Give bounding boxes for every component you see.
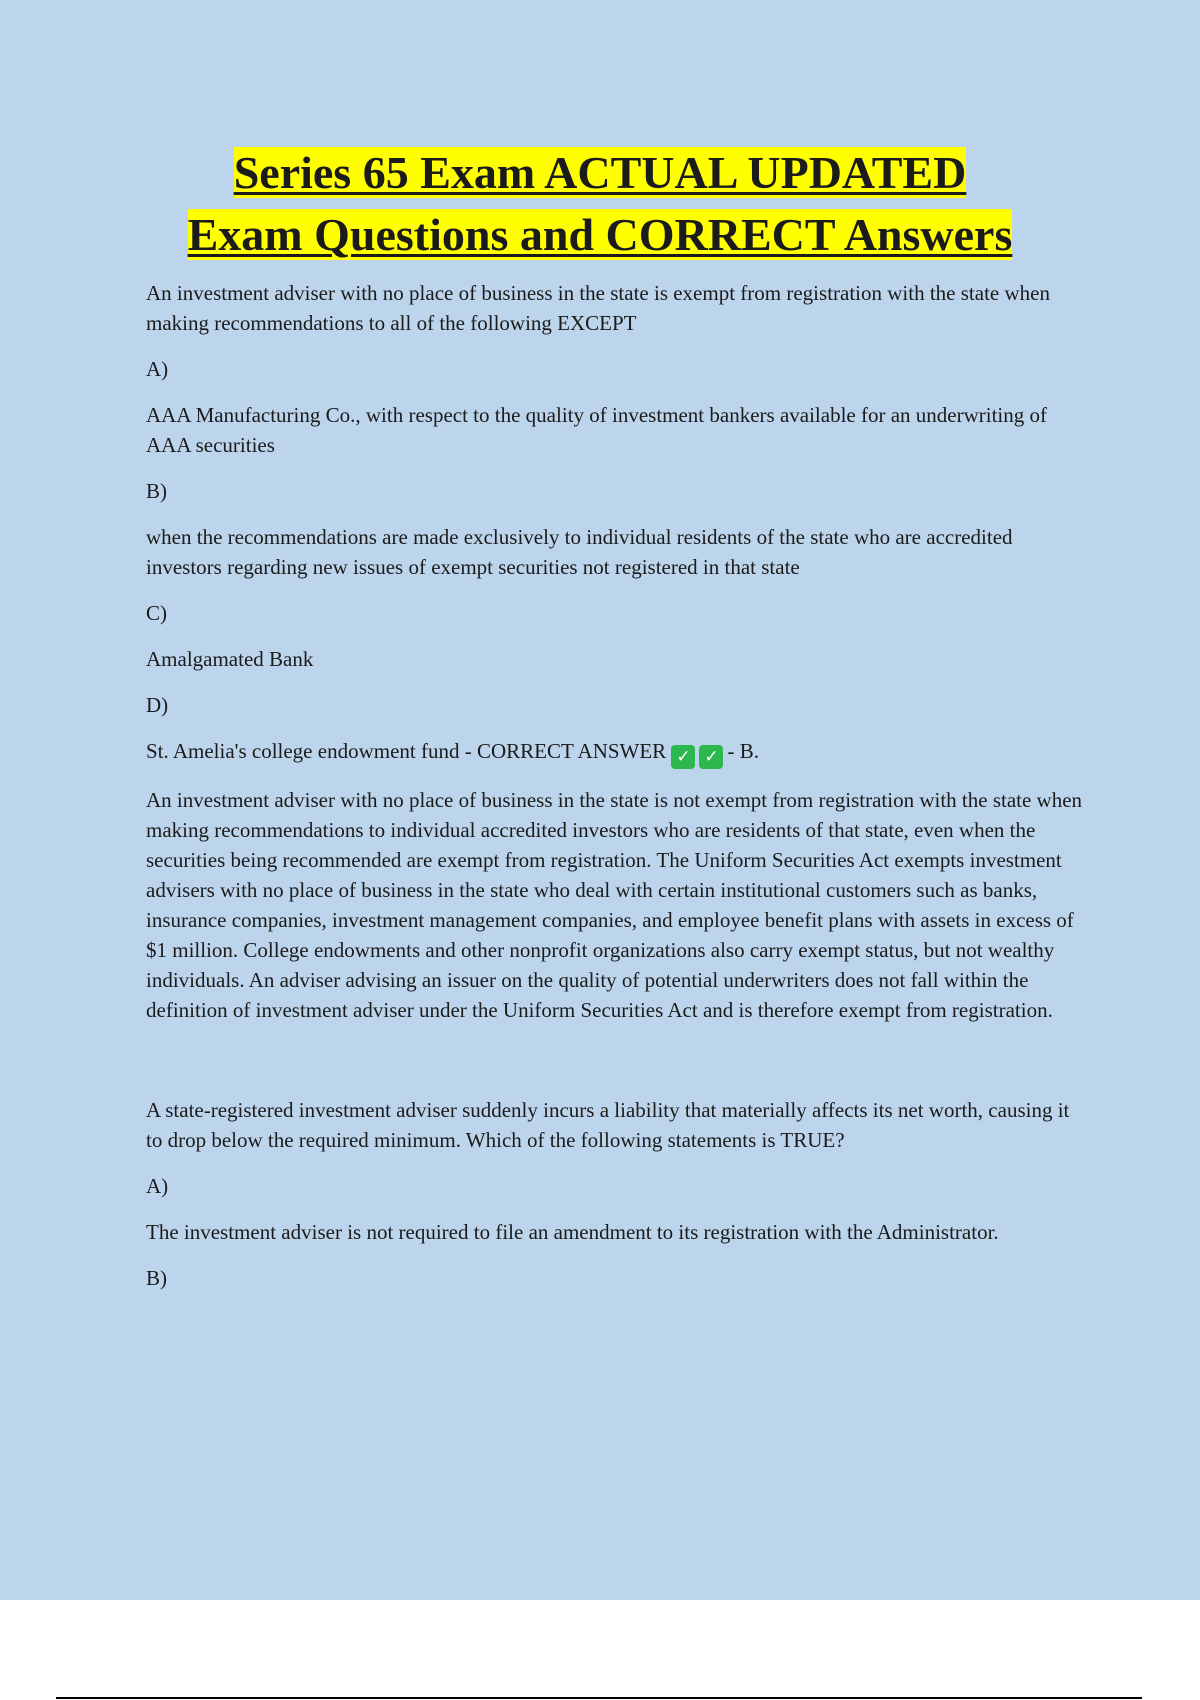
option-d-text: St. Amelia's college endowment fund - CORRECT ANSWER: [146, 739, 667, 763]
question-1-explanation: An investment adviser with no place of business in the state is not exempt from registration with the state when making recommendations to individual accredited investors who are residents of that state, even when the securities being recommended are exempt from registration. The Uniform Securities Act exempts investment advisers with no place of business in the state who deal with certain institutional customers such as banks, insurance companies, investment management companies, and employee benefit plans with assets in excess of $1 million. College endowments and other nonprofit organizations also carry exempt status, but not wealthy individuals. An adviser advising an issuer on the quality of potential underwriters does not fall within the definition of investment adviser under the Uniform Securities Act and is therefore exempt from registration.: [146, 788, 1083, 1022]
question-1-label-d: D): [146, 693, 169, 717]
correct-answer-letter: - B.: [727, 739, 759, 763]
title-line-1: Series 65 Exam ACTUAL UPDATED: [233, 147, 967, 198]
question-2-label-a: A): [146, 1174, 169, 1198]
check-mark-icon: ✓: [699, 745, 723, 769]
question-separator: [146, 1041, 1086, 1095]
question-2-text: A state-registered investment adviser suddenly incurs a liability that materially affects its net worth, causing it to drop below the required minimum. Which of the following statements is TRUE?: [146, 1098, 1070, 1152]
question-1-option-a: AAA Manufacturing Co., with respect to the quality of investment bankers available for an underwriting of AAA securities: [146, 403, 1048, 457]
question-1-label-c: C): [146, 601, 167, 625]
document-title: [0, 142, 1200, 266]
check-mark-icon: ✓: [671, 745, 695, 769]
footer-divider: [56, 1697, 1142, 1699]
title-line-2: Exam Questions and CORRECT Answers: [187, 209, 1013, 260]
question-1-option-b: when the recommendations are made exclusively to individual residents of the state who are accredited investors regarding new issues of exempt securities not registered in that state: [146, 525, 1013, 579]
question-1-option-d-answer: [146, 736, 1086, 769]
question-1-option-c: Amalgamated Bank: [146, 647, 314, 671]
question-1-label-b: B): [146, 479, 167, 503]
question-2-option-a: The investment adviser is not required to file an amendment to its registration with the Administrator.: [146, 1220, 999, 1244]
document-body: [146, 278, 1086, 1309]
question-1-text: An investment adviser with no place of business in the state is exempt from registration with the state when making recommendations to all of the following EXCEPT: [146, 281, 1050, 335]
question-2-label-b: B): [146, 1266, 167, 1290]
question-1-label-a: A): [146, 357, 169, 381]
